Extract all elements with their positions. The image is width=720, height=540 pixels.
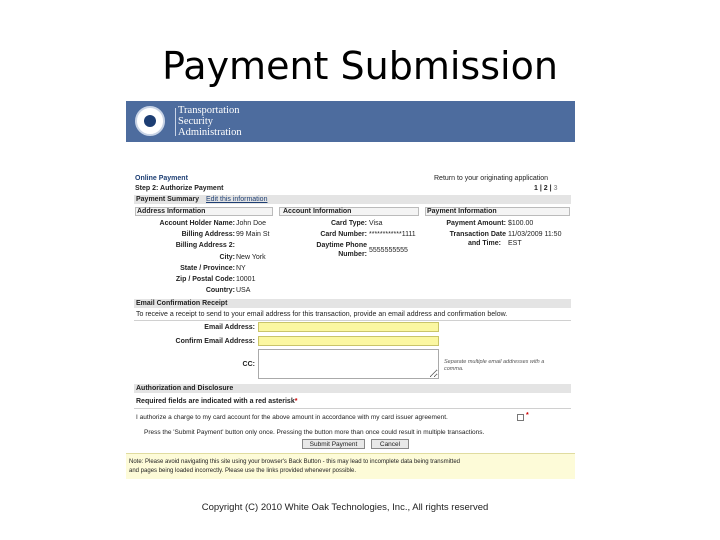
cc-hint-2: comma. — [444, 366, 464, 372]
billing-address-label: Billing Address: — [181, 231, 235, 238]
card-type-value: Visa — [369, 220, 383, 227]
page-heading: Online Payment — [135, 175, 188, 182]
billing-address-value: 99 Main St — [236, 231, 270, 238]
email-input[interactable] — [258, 322, 439, 332]
required-note-text: Required fields are indicated with a red asterisk — [136, 398, 295, 405]
step-title: Step 2: Authorize Payment — [135, 185, 224, 192]
notice-line-1: Note: Please avoid navigating this site using your browser's Back Button - this may lead to incomplete data being transmitted — [129, 459, 460, 465]
auth-separator — [134, 408, 571, 409]
state-value: NY — [236, 265, 246, 272]
copyright-footer: Copyright (C) 2010 White Oak Technologies, Inc., All rights reserved — [201, 502, 489, 513]
agency-line-1: Transportation — [178, 105, 240, 116]
card-number-value: ************1111 — [369, 231, 416, 238]
authorize-text: I authorize a charge to my card account for the above amount in accordance with my card issuer agreement. — [136, 414, 448, 421]
step-pager: 1 | 2 | 3 — [534, 185, 558, 192]
country-label: Country: — [205, 287, 235, 294]
account-header: Account Information — [283, 208, 352, 215]
cc-label: CC: — [242, 361, 255, 368]
agency-line-2: Security — [178, 116, 213, 127]
holder-name-value: John Doe — [236, 220, 266, 227]
date-value-1: 11/03/2009 11:50 — [508, 231, 562, 238]
card-type-label: Card Type: — [330, 220, 367, 227]
pager-step-2: 2 — [543, 185, 548, 192]
banner-divider — [175, 108, 176, 136]
zip-label: Zip / Postal Code: — [175, 276, 235, 283]
authorize-checkbox[interactable] — [517, 414, 524, 421]
date-label-2: and Time: — [468, 240, 501, 247]
phone-label-1: Daytime Phone — [316, 242, 367, 249]
email-label: Email Address: — [204, 324, 255, 331]
confirm-email-input[interactable] — [258, 336, 439, 346]
payment-header: Payment Information — [427, 208, 497, 215]
confirm-email-label: Confirm Email Address: — [175, 338, 255, 345]
pager-step-3: 3 — [553, 185, 558, 192]
dhs-seal-icon — [135, 106, 165, 136]
pager-step-1[interactable]: 1 — [534, 185, 538, 192]
submit-payment-button[interactable]: Submit Payment — [302, 439, 365, 449]
billing-address-2-label: Billing Address 2: — [175, 242, 235, 249]
notice-line-2: and pages being loaded incorrectly. Please use the links provided whenever possible. — [129, 468, 357, 474]
address-header: Address Information — [137, 208, 206, 215]
tsa-banner — [126, 101, 575, 142]
date-label-1: Transaction Date — [449, 231, 506, 238]
email-header: Email Confirmation Receipt — [136, 300, 228, 307]
phone-value: 5555555555 — [369, 247, 408, 254]
press-once-text: Press the 'Submit Payment' button only once. Pressing the button more than once could result in multiple transactions. — [144, 429, 485, 436]
holder-name-label: Account Holder Name: — [159, 220, 235, 227]
country-value: USA — [236, 287, 251, 294]
return-link[interactable]: Return to your originating application — [434, 175, 549, 182]
cancel-button[interactable]: Cancel — [371, 439, 409, 449]
amount-label: Payment Amount: — [446, 220, 506, 227]
city-label: City: — [219, 254, 235, 261]
state-label: State / Province: — [180, 265, 235, 272]
zip-value: 10001 — [236, 276, 256, 283]
required-asterisk: * — [294, 398, 298, 405]
date-value-2: EST — [508, 240, 522, 247]
phone-label-2: Number: — [338, 251, 367, 258]
navigation-notice — [126, 453, 575, 479]
card-number-label: Card Number: — [320, 231, 367, 238]
email-instruction: To receive a receipt to send to your email address for this transaction, provide an email address and confirmation below. — [136, 311, 508, 318]
summary-bar — [134, 195, 571, 204]
amount-value: $100.00 — [508, 220, 534, 227]
city-value: New York — [236, 254, 266, 261]
agency-name — [178, 105, 242, 138]
summary-label: Payment Summary — [136, 196, 200, 203]
edit-info-link[interactable]: Edit this information — [206, 196, 268, 203]
cc-textarea[interactable] — [258, 349, 439, 379]
authorize-asterisk: * — [526, 412, 529, 419]
screenshot-frame — [126, 101, 575, 479]
slide-title: Payment Submission — [162, 44, 558, 88]
auth-header: Authorization and Disclosure — [136, 385, 234, 392]
email-separator — [134, 320, 571, 321]
cc-hint-1: Separate multiple email addresses with a — [444, 359, 545, 365]
agency-line-3: Administration — [178, 127, 242, 138]
required-note — [136, 397, 297, 406]
